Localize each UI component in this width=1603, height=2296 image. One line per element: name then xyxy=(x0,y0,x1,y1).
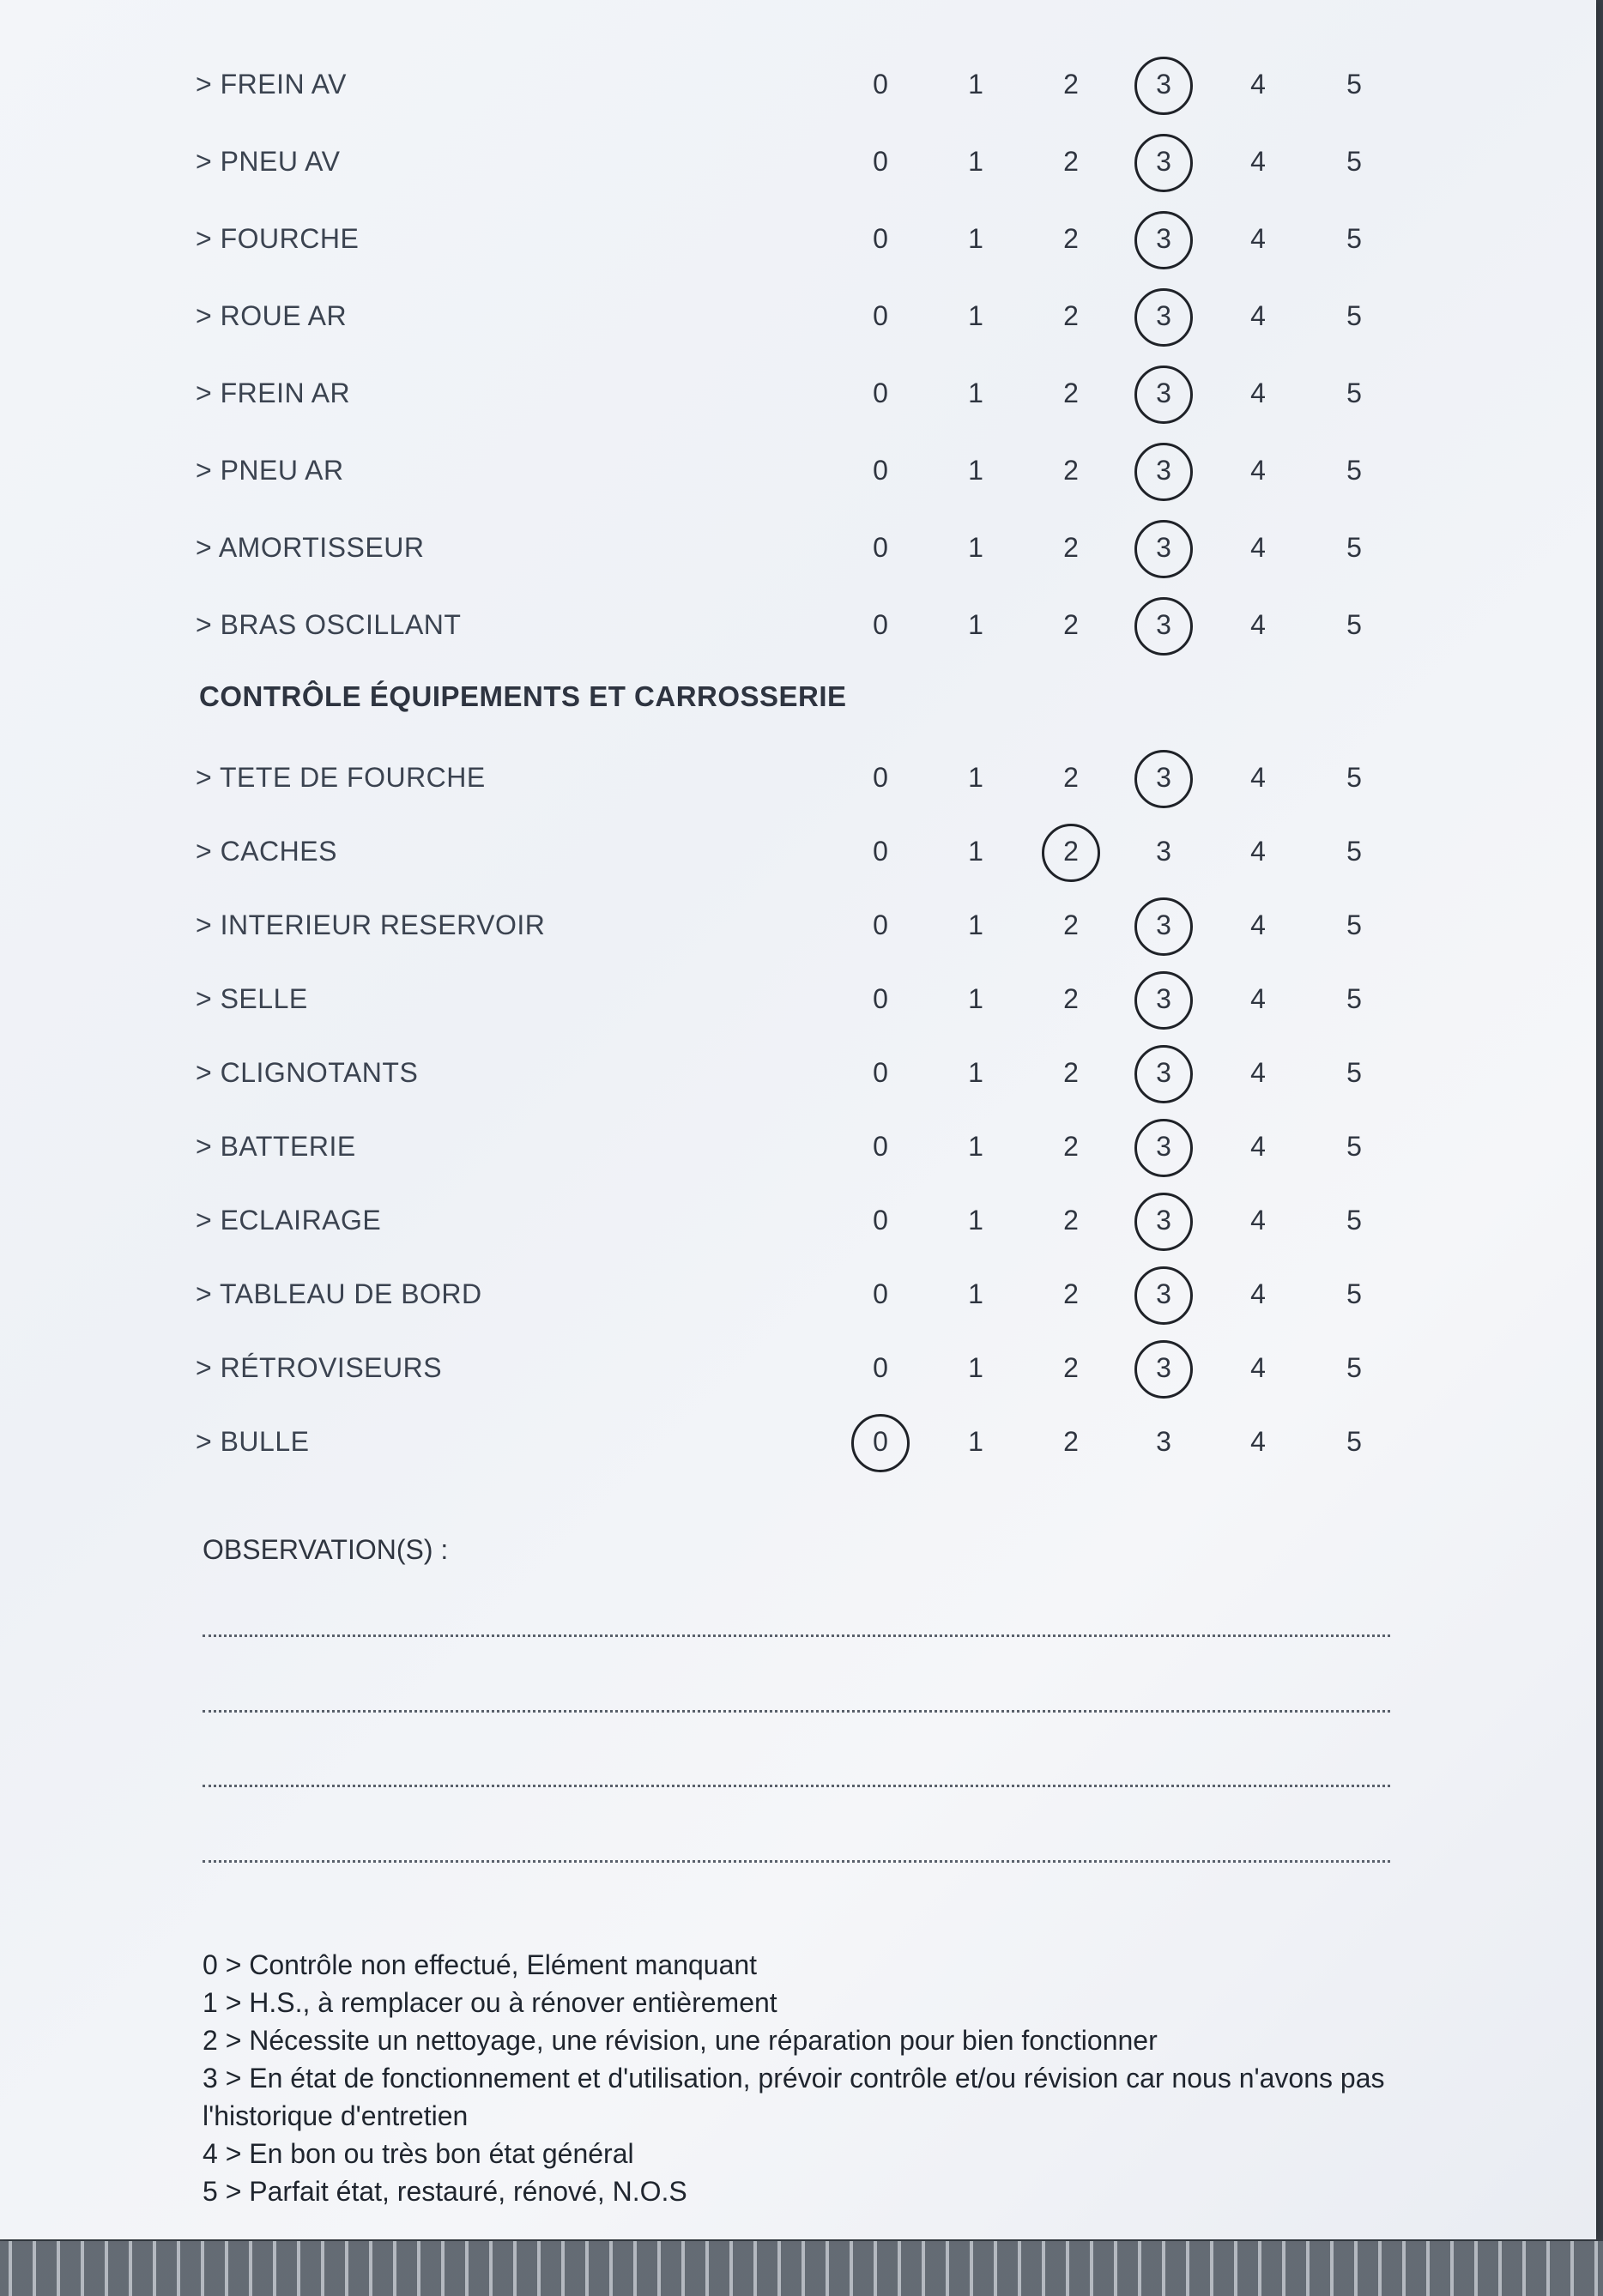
rating-row xyxy=(0,894,1459,954)
score-option[interactable]: 2 xyxy=(1063,983,1079,1014)
score-option[interactable]: 4 xyxy=(1250,1278,1266,1309)
score-option[interactable]: 1 xyxy=(968,983,983,1014)
score-option[interactable]: 1 xyxy=(968,378,983,408)
score-option[interactable]: 2 xyxy=(1063,1278,1079,1309)
score-option[interactable]: 0 xyxy=(873,1131,888,1162)
section-title: CONTRÔLE ÉQUIPEMENTS ET CARROSSERIE xyxy=(199,680,847,712)
rating-row xyxy=(0,53,1459,113)
score-option[interactable]: 2 xyxy=(1063,762,1079,793)
score-option[interactable]: 5 xyxy=(1346,300,1362,331)
score-option[interactable]: 0 xyxy=(873,532,888,563)
rating-row-label: > AMORTISSEUR xyxy=(196,532,425,563)
score-option[interactable]: 1 xyxy=(968,1205,983,1236)
rating-row-label: > ECLAIRAGE xyxy=(196,1205,382,1236)
score-option[interactable]: 2 xyxy=(1063,455,1079,486)
rating-row-label: > ROUE AR xyxy=(196,300,348,331)
score-option[interactable]: 2 xyxy=(1063,146,1079,177)
score-option[interactable]: 4 xyxy=(1250,1352,1266,1383)
score-option[interactable]: 4 xyxy=(1250,532,1266,563)
rating-row-label: > INTERIEUR RESERVOIR xyxy=(196,909,546,940)
legend-item-2: 2 > Nécessite un nettoyage, une révision, une réparation pour bien fonctionner xyxy=(203,2025,1158,2056)
score-option[interactable]: 2 xyxy=(1063,909,1079,940)
score-option[interactable]: 1 xyxy=(968,836,983,867)
score-option-selected[interactable]: 3 xyxy=(1138,223,1189,255)
score-option-selected[interactable]: 3 xyxy=(1138,909,1189,941)
score-option[interactable]: 5 xyxy=(1346,983,1362,1014)
score-option[interactable]: 2 xyxy=(1063,1131,1079,1162)
rating-row xyxy=(0,208,1459,268)
score-option[interactable]: 4 xyxy=(1250,455,1266,486)
score-option[interactable]: 4 xyxy=(1250,1426,1266,1457)
score-option[interactable]: 1 xyxy=(968,1131,983,1162)
score-option-selected[interactable]: 3 xyxy=(1138,762,1189,794)
score-option-selected[interactable]: 3 xyxy=(1138,983,1189,1015)
score-option[interactable]: 1 xyxy=(968,609,983,640)
score-option[interactable]: 5 xyxy=(1346,1278,1362,1309)
rating-row xyxy=(0,362,1459,422)
score-option-selected[interactable]: 3 xyxy=(1138,300,1189,332)
score-option[interactable]: 2 xyxy=(1063,1352,1079,1383)
score-option[interactable]: 1 xyxy=(968,223,983,254)
score-option[interactable]: 5 xyxy=(1346,1057,1362,1088)
score-option[interactable]: 4 xyxy=(1250,69,1266,100)
score-option-selected[interactable]: 3 xyxy=(1138,146,1189,178)
rating-row-label: > FREIN AV xyxy=(196,69,348,100)
score-option[interactable]: 0 xyxy=(873,1057,888,1088)
score-option[interactable]: 5 xyxy=(1346,762,1362,793)
score-option[interactable]: 0 xyxy=(873,1352,888,1383)
score-option[interactable]: 2 xyxy=(1063,69,1079,100)
score-option[interactable]: 3 xyxy=(1156,1426,1171,1457)
rating-row xyxy=(0,1115,1459,1175)
rating-row xyxy=(0,1042,1459,1102)
score-option[interactable]: 0 xyxy=(873,223,888,254)
rating-row-label: > FREIN AR xyxy=(196,378,351,408)
rating-row-label: > SELLE xyxy=(196,983,308,1014)
score-option[interactable]: 0 xyxy=(873,1278,888,1309)
score-option[interactable]: 5 xyxy=(1346,909,1362,940)
score-option-selected[interactable]: 3 xyxy=(1138,455,1189,486)
score-option-selected[interactable]: 3 xyxy=(1138,532,1189,564)
rating-row-label: > BATTERIE xyxy=(196,1131,356,1162)
score-option[interactable]: 1 xyxy=(968,1352,983,1383)
rating-row-label: > BULLE xyxy=(196,1426,310,1457)
rating-row xyxy=(0,1337,1459,1397)
score-option[interactable]: 2 xyxy=(1063,1205,1079,1236)
score-option[interactable]: 1 xyxy=(968,300,983,331)
rating-row-label: > BRAS OSCILLANT xyxy=(196,609,462,640)
score-option[interactable]: 4 xyxy=(1250,1205,1266,1236)
rating-row xyxy=(0,746,1459,807)
score-option[interactable]: 0 xyxy=(873,378,888,408)
score-option[interactable]: 2 xyxy=(1063,1426,1079,1457)
score-option[interactable]: 0 xyxy=(873,300,888,331)
score-option[interactable]: 2 xyxy=(1063,609,1079,640)
score-option[interactable]: 0 xyxy=(873,69,888,100)
score-option[interactable]: 0 xyxy=(873,146,888,177)
score-option[interactable]: 1 xyxy=(968,909,983,940)
score-option[interactable]: 5 xyxy=(1346,836,1362,867)
score-option[interactable]: 0 xyxy=(873,762,888,793)
score-option[interactable]: 4 xyxy=(1250,146,1266,177)
score-option[interactable]: 3 xyxy=(1156,836,1171,867)
score-option[interactable]: 5 xyxy=(1346,1205,1362,1236)
score-option[interactable]: 4 xyxy=(1250,300,1266,331)
score-option[interactable]: 2 xyxy=(1063,223,1079,254)
score-option[interactable]: 0 xyxy=(873,1205,888,1236)
score-option[interactable]: 5 xyxy=(1346,1352,1362,1383)
legend-item-3: 3 > En état de fonctionnement et d'utilisation, prévoir contrôle et/ou révision car nous n'avons pas l'historique d'entretien xyxy=(203,2063,1385,2131)
score-option[interactable]: 5 xyxy=(1346,1426,1362,1457)
score-option[interactable]: 1 xyxy=(968,762,983,793)
legend xyxy=(203,1946,1438,2210)
score-option[interactable]: 4 xyxy=(1250,983,1266,1014)
score-option[interactable]: 4 xyxy=(1250,1131,1266,1162)
legend-item-0: 0 > Contrôle non effectué, Elément manquant xyxy=(203,1949,758,1980)
score-option[interactable]: 5 xyxy=(1346,146,1362,177)
score-option[interactable]: 0 xyxy=(873,455,888,486)
rating-row xyxy=(0,820,1459,880)
rating-row-label: > TETE DE FOURCHE xyxy=(196,762,486,793)
score-option[interactable]: 4 xyxy=(1250,1057,1266,1088)
score-option-selected[interactable]: 0 xyxy=(855,1426,906,1458)
score-option[interactable]: 1 xyxy=(968,69,983,100)
rating-row-label: > PNEU AR xyxy=(196,455,344,486)
legend-item-1: 1 > H.S., à remplacer ou à rénover entièrement xyxy=(203,1987,777,2018)
rating-row-label: > CLIGNOTANTS xyxy=(196,1057,419,1088)
rating-row xyxy=(0,968,1459,1028)
rating-row xyxy=(0,517,1459,577)
score-option[interactable]: 0 xyxy=(873,609,888,640)
score-option[interactable]: 4 xyxy=(1250,909,1266,940)
score-option-selected[interactable]: 3 xyxy=(1138,1131,1189,1163)
rating-row xyxy=(0,439,1459,499)
score-option-selected[interactable]: 3 xyxy=(1138,609,1189,641)
score-option-selected[interactable]: 3 xyxy=(1138,1278,1189,1310)
score-option-selected[interactable]: 3 xyxy=(1138,1205,1189,1236)
score-option[interactable]: 5 xyxy=(1346,455,1362,486)
score-option[interactable]: 5 xyxy=(1346,69,1362,100)
observation-line[interactable] xyxy=(203,1860,1390,1863)
rating-row xyxy=(0,130,1459,190)
rating-row-label: > TABLEAU DE BORD xyxy=(196,1278,482,1309)
score-option[interactable]: 4 xyxy=(1250,223,1266,254)
observation-line[interactable] xyxy=(203,1634,1390,1637)
score-option[interactable]: 5 xyxy=(1346,223,1362,254)
score-option-selected[interactable]: 3 xyxy=(1138,1352,1189,1384)
score-option[interactable]: 5 xyxy=(1346,378,1362,408)
score-option[interactable]: 5 xyxy=(1346,609,1362,640)
score-option[interactable]: 2 xyxy=(1063,1057,1079,1088)
legend-item-4: 4 > En bon ou très bon état général xyxy=(203,2138,634,2169)
rating-row xyxy=(0,1411,1459,1471)
rating-row-label: > PNEU AV xyxy=(196,146,341,177)
observation-line[interactable] xyxy=(203,1785,1390,1787)
score-option[interactable]: 1 xyxy=(968,1278,983,1309)
binder-edge xyxy=(0,2241,1603,2296)
score-option[interactable]: 1 xyxy=(968,1426,983,1457)
score-option[interactable]: 4 xyxy=(1250,762,1266,793)
rating-row xyxy=(0,594,1459,654)
score-option[interactable]: 1 xyxy=(968,532,983,563)
score-option[interactable]: 5 xyxy=(1346,532,1362,563)
rating-row-label: > RÉTROVISEURS xyxy=(196,1352,443,1383)
score-option[interactable]: 4 xyxy=(1250,378,1266,408)
score-option-selected[interactable]: 3 xyxy=(1138,1057,1189,1089)
observations-label: OBSERVATION(S) : xyxy=(203,1534,449,1565)
legend-item-5: 5 > Parfait état, restauré, rénové, N.O.S xyxy=(203,2176,687,2207)
score-option[interactable]: 1 xyxy=(968,146,983,177)
score-option-selected[interactable]: 3 xyxy=(1138,378,1189,409)
score-option-selected[interactable]: 2 xyxy=(1045,836,1097,867)
score-option[interactable]: 1 xyxy=(968,1057,983,1088)
score-option[interactable]: 2 xyxy=(1063,378,1079,408)
score-option[interactable]: 0 xyxy=(873,836,888,867)
rating-row xyxy=(0,1189,1459,1249)
score-option[interactable]: 0 xyxy=(873,983,888,1014)
score-option[interactable]: 4 xyxy=(1250,836,1266,867)
rating-row xyxy=(0,1263,1459,1323)
rating-row xyxy=(0,285,1459,345)
score-option[interactable]: 4 xyxy=(1250,609,1266,640)
score-option[interactable]: 0 xyxy=(873,909,888,940)
rating-row-label: > CACHES xyxy=(196,836,337,867)
observation-line[interactable] xyxy=(203,1710,1390,1713)
score-option[interactable]: 2 xyxy=(1063,532,1079,563)
score-option[interactable]: 5 xyxy=(1346,1131,1362,1162)
score-option[interactable]: 1 xyxy=(968,455,983,486)
rating-row-label: > FOURCHE xyxy=(196,223,360,254)
score-option-selected[interactable]: 3 xyxy=(1138,69,1189,100)
score-option[interactable]: 2 xyxy=(1063,300,1079,331)
